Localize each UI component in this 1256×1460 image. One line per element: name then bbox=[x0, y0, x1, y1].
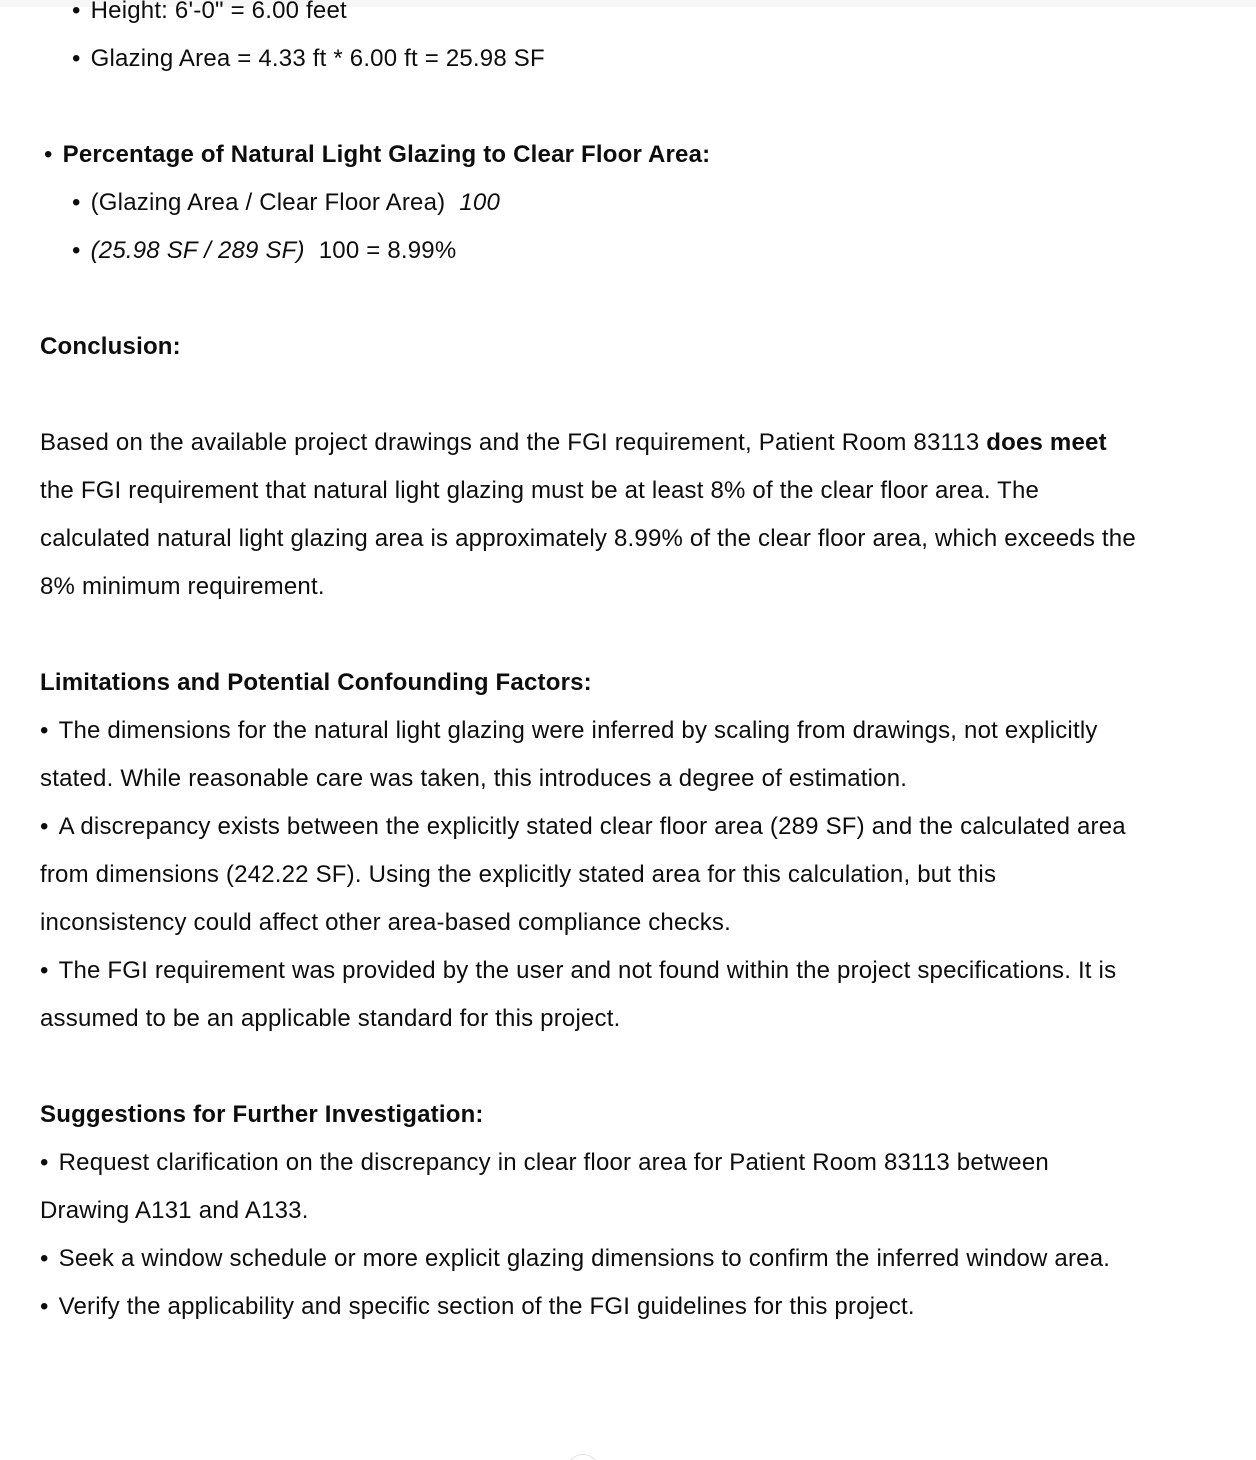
percentage-calculation-item bbox=[40, 227, 1145, 275]
limitations-heading: Limitations and Potential Confounding Factors: bbox=[40, 669, 592, 696]
suggestion-text-2: Seek a window schedule or more explicit glazing dimensions to confirm the inferred window area. bbox=[58, 1245, 1111, 1272]
suggestions-heading: Suggestions for Further Investigation: bbox=[40, 1101, 484, 1128]
measurement-height-item bbox=[40, 0, 1145, 35]
limitation-item-3 bbox=[40, 947, 1145, 1043]
bullet-marker: • bbox=[40, 1149, 49, 1176]
percentage-formula-item bbox=[40, 179, 1145, 227]
calculation-result: 100 = 8.99% bbox=[318, 237, 457, 264]
limitation-text-3: The FGI requirement was provided by the user and not found within the project specifications. It is assumed to be an applicable standard for this project. bbox=[40, 957, 1117, 1032]
conclusion-paragraph bbox=[40, 419, 1145, 611]
percentage-heading: Percentage of Natural Light Glazing to Clear Floor Area: bbox=[62, 141, 711, 168]
limitation-item-2 bbox=[40, 803, 1145, 947]
measurement-glazing-area-text: Glazing Area = 4.33 ft * 6.00 ft = 25.98 SF bbox=[90, 45, 545, 72]
conclusion-heading-row bbox=[40, 323, 1145, 371]
suggestion-item-3 bbox=[40, 1283, 1145, 1331]
suggestion-text-3: Verify the applicability and specific section of the FGI guidelines for this project. bbox=[58, 1293, 915, 1320]
limitation-text-1: The dimensions for the natural light glazing were inferred by scaling from drawings, not explicitly stated. While reasonable care was taken, this introduces a degree of estimation. bbox=[40, 717, 1098, 792]
suggestion-item-1 bbox=[40, 1139, 1145, 1235]
bullet-marker: • bbox=[72, 45, 81, 72]
conclusion-text-start: Based on the available project drawings and the FGI requirement, Patient Room 83113 bbox=[40, 429, 987, 456]
bullet-marker: • bbox=[40, 1293, 49, 1320]
bullet-marker: • bbox=[40, 717, 49, 744]
suggestions-heading-row bbox=[40, 1091, 1145, 1139]
formula-multiplier: 100 bbox=[459, 189, 501, 216]
suggestion-text-1: Request clarification on the discrepancy in clear floor area for Patient Room 83113 between Drawing A131 and A133. bbox=[40, 1149, 1049, 1224]
conclusion-verdict: does meet bbox=[986, 429, 1107, 456]
bullet-marker: • bbox=[44, 141, 53, 168]
bullet-marker: • bbox=[40, 813, 49, 840]
conclusion-text-end: the FGI requirement that natural light glazing must be at least 8% of the clear floor area. The calculated natural light glazing area is approximately 8.99% of the clear floor area, which exceeds the 8% minimum requirement. bbox=[40, 477, 1136, 600]
measurement-glazing-area-item bbox=[40, 35, 1145, 83]
conclusion-heading: Conclusion: bbox=[40, 333, 181, 360]
bullet-marker: • bbox=[72, 0, 81, 24]
bullet-marker: • bbox=[40, 1245, 49, 1272]
bullet-marker: • bbox=[72, 189, 81, 216]
formula-text: (Glazing Area / Clear Floor Area) bbox=[90, 189, 446, 216]
limitations-heading-row bbox=[40, 659, 1145, 707]
bullet-marker: • bbox=[72, 237, 81, 264]
limitation-item-1 bbox=[40, 707, 1145, 803]
suggestion-item-2 bbox=[40, 1235, 1145, 1283]
scroll-to-bottom-button[interactable] bbox=[566, 1454, 600, 1460]
bullet-marker: • bbox=[40, 957, 49, 984]
calculation-fraction: (25.98 SF / 289 SF) bbox=[90, 237, 305, 264]
limitation-text-2: A discrepancy exists between the explicitly stated clear floor area (289 SF) and the calculated area from dimensions (242.22 SF). Using the explicitly stated area for this calculation, but this inconsistency could affect other area-based compliance checks. bbox=[40, 813, 1126, 936]
measurement-height-text: Height: 6'-0" = 6.00 feet bbox=[90, 0, 347, 24]
percentage-heading-item bbox=[40, 131, 1145, 179]
